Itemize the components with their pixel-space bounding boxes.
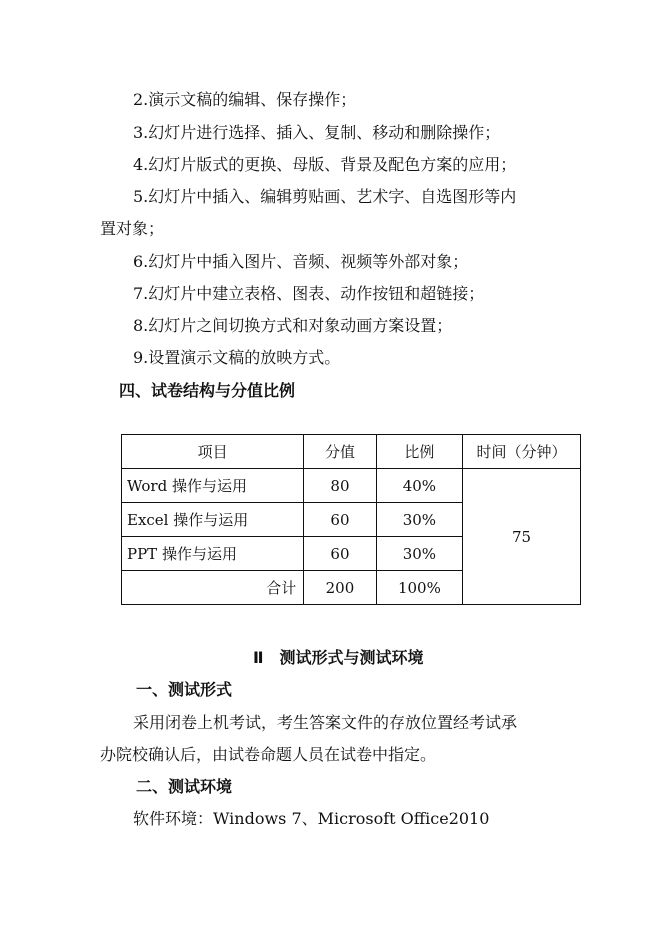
subsection-heading: 二、测试环境	[136, 777, 233, 796]
table-header-cell: 项目	[122, 435, 304, 469]
table-header-cell: 时间（分钟）	[463, 435, 581, 469]
table-cell-ratio: 40%	[376, 469, 462, 503]
list-item: 7.幻灯片中建立表格、图表、动作按钮和超链接；	[133, 284, 485, 303]
table-cell-time: 75	[463, 469, 581, 605]
subsection-heading: 一、测试形式	[136, 680, 233, 699]
list-item: 4.幻灯片版式的更换、母版、背景及配色方案的应用；	[133, 155, 517, 174]
table-cell-item: PPT 操作与运用	[122, 537, 304, 571]
table-cell-ratio: 30%	[376, 503, 462, 537]
score-table	[121, 434, 581, 605]
part-heading: Ⅱ 测试形式与测试环境	[253, 648, 424, 667]
table-cell-total-ratio: 100%	[376, 571, 462, 605]
table-header-cell: 分值	[304, 435, 376, 469]
table-cell-ratio: 30%	[376, 537, 462, 571]
list-item: 5.幻灯片中插入、编辑剪贴画、艺术字、自选图形等内	[133, 187, 517, 206]
list-item: 9.设置演示文稿的放映方式。	[133, 348, 341, 367]
table-cell-item: Word 操作与运用	[122, 469, 304, 503]
table-header-cell: 比例	[376, 435, 462, 469]
list-item-continuation: 置对象；	[100, 219, 165, 238]
table-header-row	[122, 435, 581, 469]
paragraph-line: 办院校确认后，由试卷命题人员在试卷中指定。	[100, 745, 437, 764]
paragraph-line: 采用闭卷上机考试，考生答案文件的存放位置经考试承	[133, 713, 518, 732]
list-item: 6.幻灯片中插入图片、音频、视频等外部对象；	[133, 252, 469, 271]
list-item: 3.幻灯片进行选择、插入、复制、移动和删除操作；	[133, 123, 501, 142]
table-cell-total-label: 合计	[122, 571, 304, 605]
table-cell-score: 60	[304, 503, 376, 537]
table-cell-total-score: 200	[304, 571, 376, 605]
table-row	[122, 469, 581, 503]
list-item: 8.幻灯片之间切换方式和对象动画方案设置；	[133, 316, 453, 335]
table-cell-item: Excel 操作与运用	[122, 503, 304, 537]
section-heading: 四、试卷结构与分值比例	[119, 381, 296, 400]
table-cell-score: 80	[304, 469, 376, 503]
list-item: 2.演示文稿的编辑、保存操作；	[133, 90, 357, 109]
paragraph-line: 软件环境：Windows 7、Microsoft Office2010	[133, 809, 490, 828]
table-cell-score: 60	[304, 537, 376, 571]
